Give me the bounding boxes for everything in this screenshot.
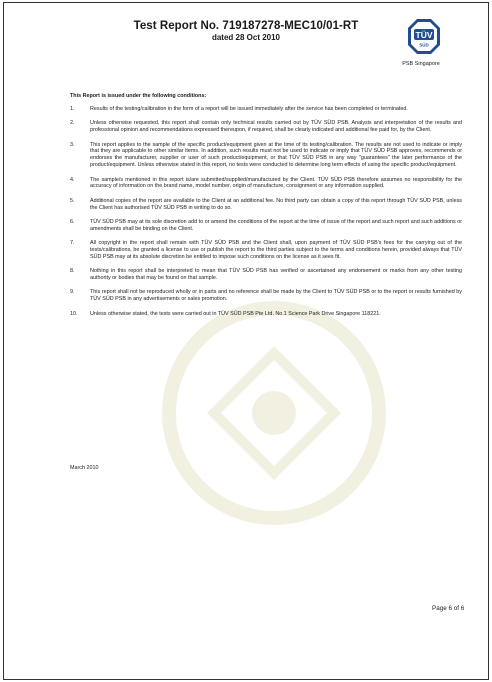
condition-number: 4. <box>70 176 75 183</box>
logo-caption: PSB Singapore <box>402 61 440 67</box>
page-number: Page 6 of 6 <box>432 605 465 612</box>
condition-number: 2. <box>70 120 75 127</box>
tuv-logo <box>399 18 449 67</box>
logo-subtext: SÜD <box>419 42 429 48</box>
condition-item <box>70 289 462 303</box>
condition-text: This report applies to the sample of the specific product/equipment given at the time of its testing/calibration. The results are not used to indicate or imply that they are applicable to other similar items. In addition, such results must not be used to indicate or imply that TÜV SÜD PSB approves, recommends or endorses the manufacturer, supplier or user of such product/equipment, or that TÜV SÜD PSB in any way "guarantees" the later performance of the product/equipment. Unless otherwise stated in this report, no tests were conducted to determine long term effects of using the specific product/equipment. <box>90 141 462 169</box>
condition-item <box>70 240 462 261</box>
logo-text: TÜV <box>415 30 433 40</box>
condition-item <box>70 268 462 282</box>
condition-item <box>70 106 462 113</box>
condition-item <box>70 142 462 170</box>
tuv-watermark-logo <box>154 293 394 533</box>
condition-text: TÜV SÜD PSB may at its sole discretion add to or amend the conditions of the report at the time of issue of the report and such report and such additions or amendments shall be binding on the Client. <box>90 218 462 232</box>
conditions-list <box>70 106 462 325</box>
condition-text: Unless otherwise requested, this report shall contain only technical results carried out by TÜV SÜD PSB. Analysis and interpretation of the results and professional opinion and recommendations expressed thereupon, if required, shall be clearly indicated and additional fee paid for, by the Client. <box>90 120 462 134</box>
document-page <box>3 2 489 680</box>
condition-text: This report shall not be reproduced wholly or in parts and no reference shall be made by the Client to TÜV SÜD PSB or to the report or results furnished by TÜV SÜD PSB in any advertisements or sales promotion. <box>90 289 462 303</box>
condition-number: 1. <box>70 106 75 112</box>
condition-item <box>70 177 462 191</box>
conditions-intro: This Report is issued under the following conditions: <box>70 93 207 99</box>
condition-number: 6. <box>70 218 75 225</box>
condition-item <box>70 311 462 318</box>
condition-text: Nothing in this report shall be interpreted to mean that TÜV SÜD PSB has verified or ascertained any endorsement or marks from any other testing authority or bodies that may be found on that sample. <box>90 268 462 282</box>
condition-number: 9. <box>70 289 75 296</box>
condition-item <box>70 120 462 134</box>
tuv-octagon-icon <box>407 18 441 55</box>
condition-number: 3. <box>70 141 75 148</box>
condition-item <box>70 198 462 212</box>
condition-item <box>70 219 462 233</box>
report-date: dated 28 Oct 2010 <box>211 33 281 42</box>
condition-text: Additional copies of the report are available to the Client at an additional fee. No third party can obtain a copy of this report through TÜV SÜD PSB, unless the Client has authorised TÜV SÜD PSB in writing to do so. <box>90 197 462 211</box>
condition-text: All copyright in the report shall remain with TÜV SÜD PSB and the Client shall, upon payment of TÜV SÜD PSB's fees for the carrying out of the tests/calibrations, be granted a license to use or publish the report to the third parties subject to the terms and conditions herein, provided always that TÜV SÜD PSB may at its absolute discretion be entitled to impose such conditions on the license as it sees fit. <box>90 240 462 260</box>
condition-number: 5. <box>70 197 75 204</box>
condition-number: 10. <box>70 310 78 317</box>
report-number: Test Report No. 719187278-MEC10/01-RT <box>133 20 359 32</box>
condition-text: Unless otherwise stated, the tests were carried out in TÜV SÜD PSB Pte Ltd, No.1 Science Park Drive Singapore 118221. <box>90 310 381 317</box>
condition-number: 7. <box>70 240 75 247</box>
condition-number: 8. <box>70 268 75 275</box>
condition-text: The sample/s mentioned in this report is/are submitted/supplied/manufactured by the Client. TÜV SÜD PSB therefore assumes no responsibility for the accuracy of information on the brand name, model number, origin of manufacture, consignment or any information supplied. <box>90 176 462 190</box>
condition-text: Results of the testing/calibration in the form of a report will be issued immediately after the service has been completed or terminated. <box>90 106 408 112</box>
issue-date: March 2010 <box>70 465 99 471</box>
